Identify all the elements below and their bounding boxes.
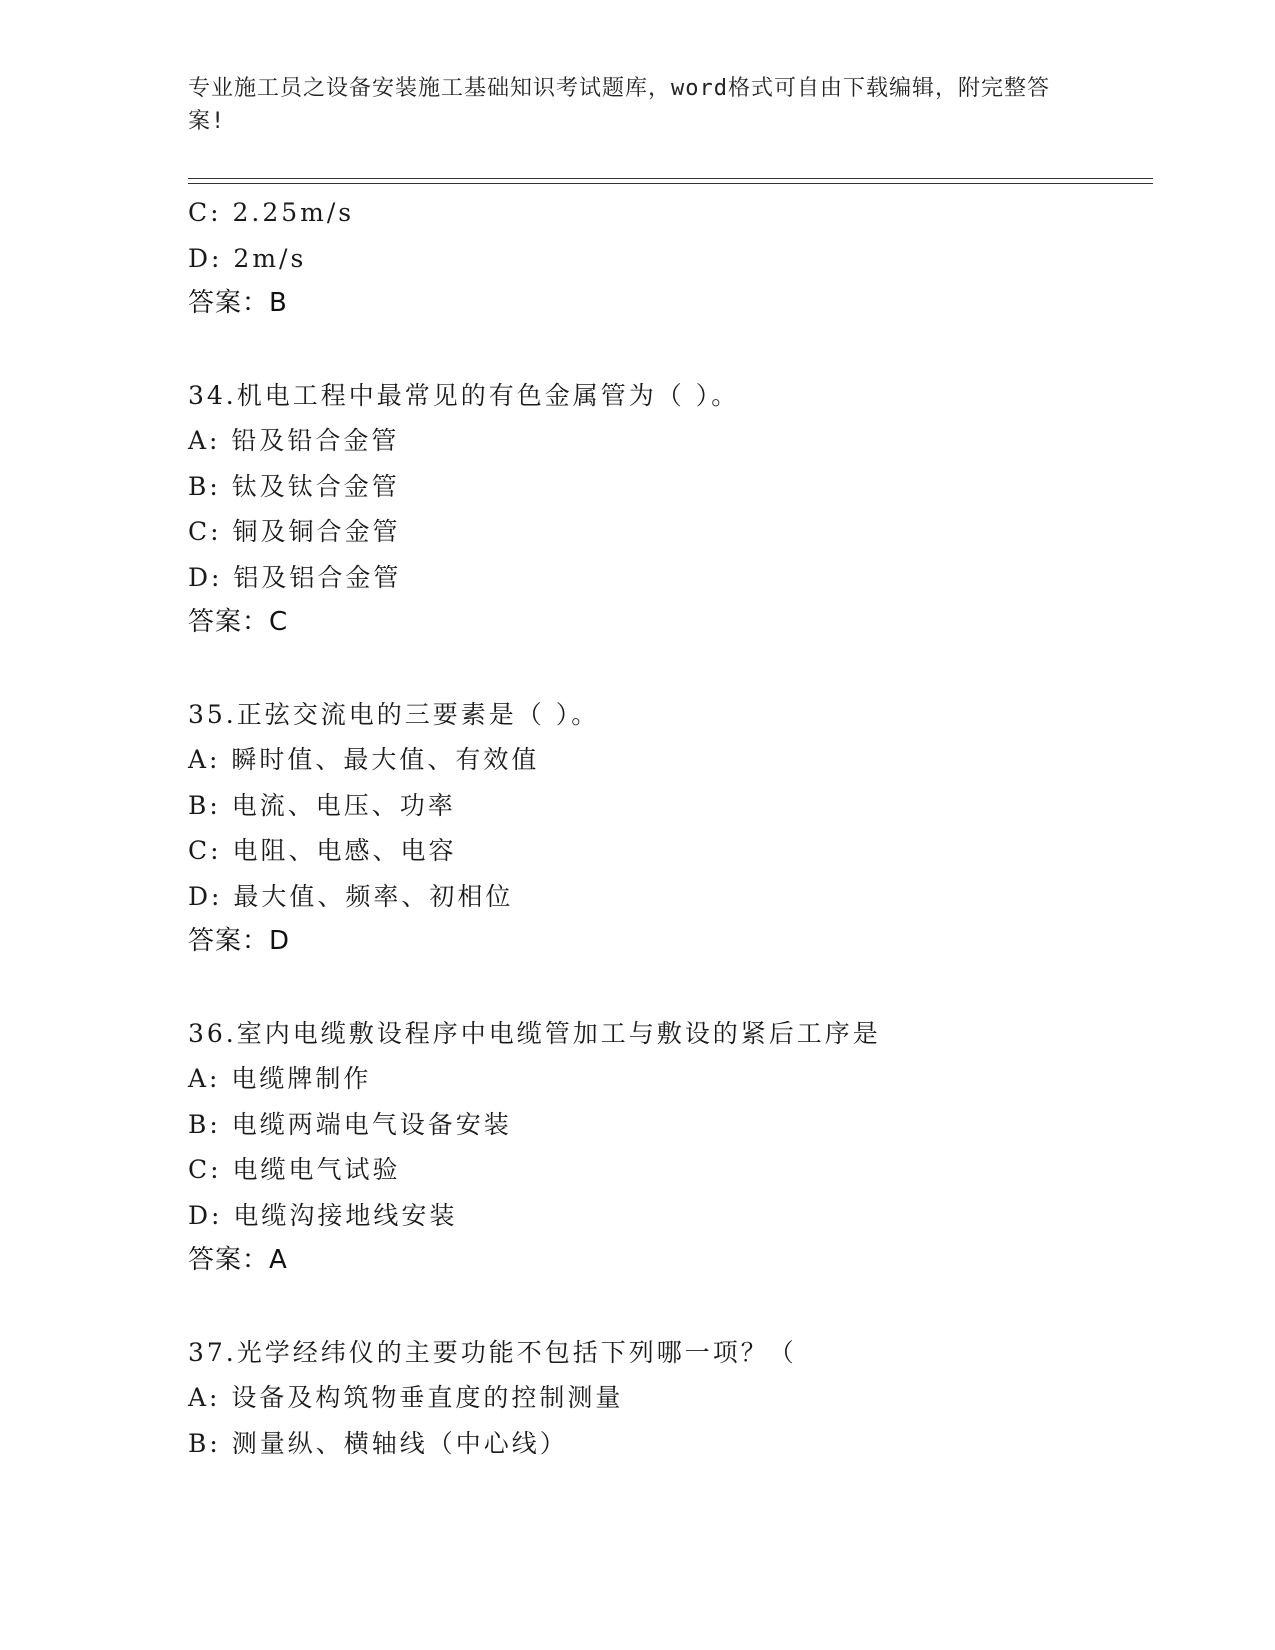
option-line: B: 钛及钛合金管 [188, 471, 400, 501]
answer-line: 答案：B [188, 288, 288, 318]
option-line: C: 电缆电气试验 [188, 1155, 401, 1184]
question-block [188, 1011, 1148, 1284]
question-block [188, 1330, 1148, 1467]
spacer [188, 327, 1148, 373]
option-line: C: 2.25m/s [188, 198, 355, 227]
question-block [188, 692, 1148, 965]
option-line: D: 2m/s [188, 243, 307, 273]
document-body [188, 190, 1148, 1466]
question-text: 34.机电工程中最常见的有色金属管为（ ）。 [188, 380, 740, 410]
question-text: 36.室内电缆敷设程序中电缆管加工与敷设的紧后工序是 [188, 1018, 881, 1048]
option-line: C: 电阻、电感、电容 [188, 836, 457, 865]
option-line: D: 最大值、频率、初相位 [188, 881, 514, 911]
header-divider-top [188, 178, 1153, 179]
question-text: 37.光学经纬仪的主要功能不包括下列哪一项？（ [188, 1337, 797, 1367]
answer-line: 答案：C [188, 607, 289, 637]
option-line: B: 测量纵、横轴线（中心线） [188, 1428, 568, 1458]
spacer [188, 1284, 1148, 1330]
answer-line: 答案：D [188, 926, 291, 956]
option-line: A: 设备及构筑物垂直度的控制测量 [188, 1383, 624, 1412]
option-line: A: 电缆牌制作 [188, 1064, 372, 1093]
option-line: D: 铝及铝合金管 [188, 562, 402, 592]
option-line: C: 铜及铜合金管 [188, 517, 401, 546]
option-line: B: 电流、电压、功率 [188, 790, 456, 820]
spacer [188, 646, 1148, 692]
option-line: A: 铅及铅合金管 [188, 426, 400, 455]
option-line: B: 电缆两端电气设备安装 [188, 1109, 512, 1139]
question-block [188, 373, 1148, 646]
option-line: A: 瞬时值、最大值、有效值 [188, 745, 540, 774]
document-header: 专业施工员之设备安装施工基础知识考试题库，word格式可自由下载编辑，附完整答案! [188, 76, 1050, 134]
option-line: D: 电缆沟接地线安装 [188, 1200, 458, 1230]
spacer [188, 965, 1148, 1011]
header-divider-bottom [188, 183, 1153, 184]
answer-line: 答案：A [188, 1245, 288, 1275]
question-text: 35.正弦交流电的三要素是（ ）。 [188, 699, 600, 729]
